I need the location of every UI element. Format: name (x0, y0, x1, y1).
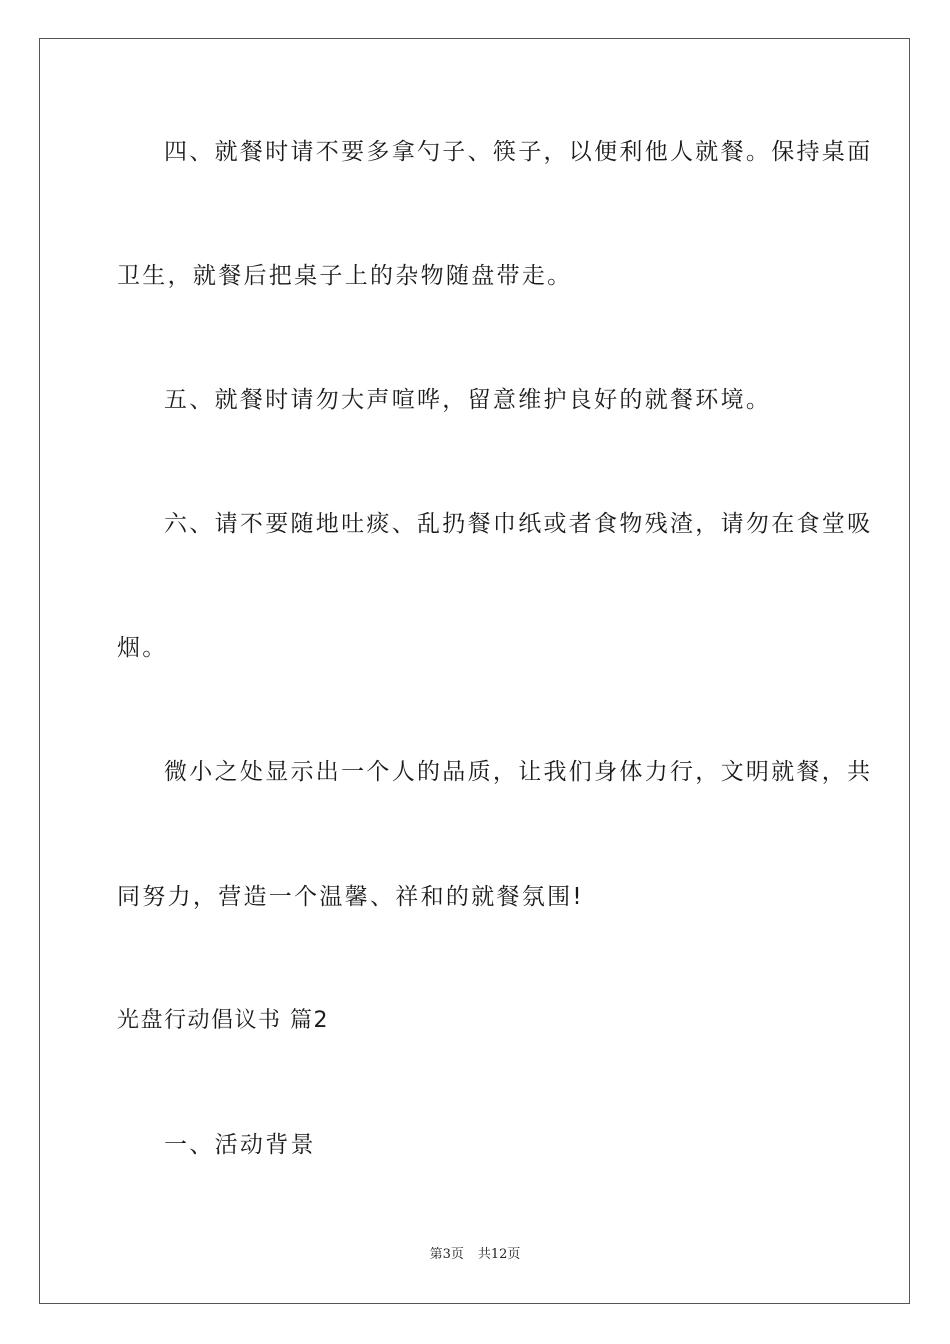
page-number-current: 第3页 (429, 1247, 464, 1262)
paragraph-line: 同努力，营造一个温馨、祥和的就餐氛围! (117, 884, 584, 910)
paragraph-line: 六、请不要随地吐痰、乱扔餐巾纸或者食物残渣，请勿在食堂吸 (164, 511, 873, 537)
paragraph-line: 五、就餐时请勿大声喧哗，留意维护良好的就餐环境。 (164, 387, 772, 413)
paragraph-line: 微小之处显示出一个人的品质，让我们身体力行，文明就餐，共 (164, 759, 873, 785)
subsection-heading: 一、活动背景 (164, 1132, 316, 1158)
page-frame (39, 38, 910, 1304)
section-heading: 光盘行动倡议书 篇2 (117, 1008, 329, 1033)
paragraph-line: 卫生，就餐后把桌子上的杂物随盘带走。 (117, 263, 573, 289)
paragraph-line: 四、就餐时请不要多拿勺子、筷子，以便利他人就餐。保持桌面 (164, 139, 873, 165)
paragraph-line: 烟。 (117, 635, 168, 661)
page-footer (0, 1246, 950, 1264)
page-number-total: 共12页 (477, 1247, 521, 1262)
